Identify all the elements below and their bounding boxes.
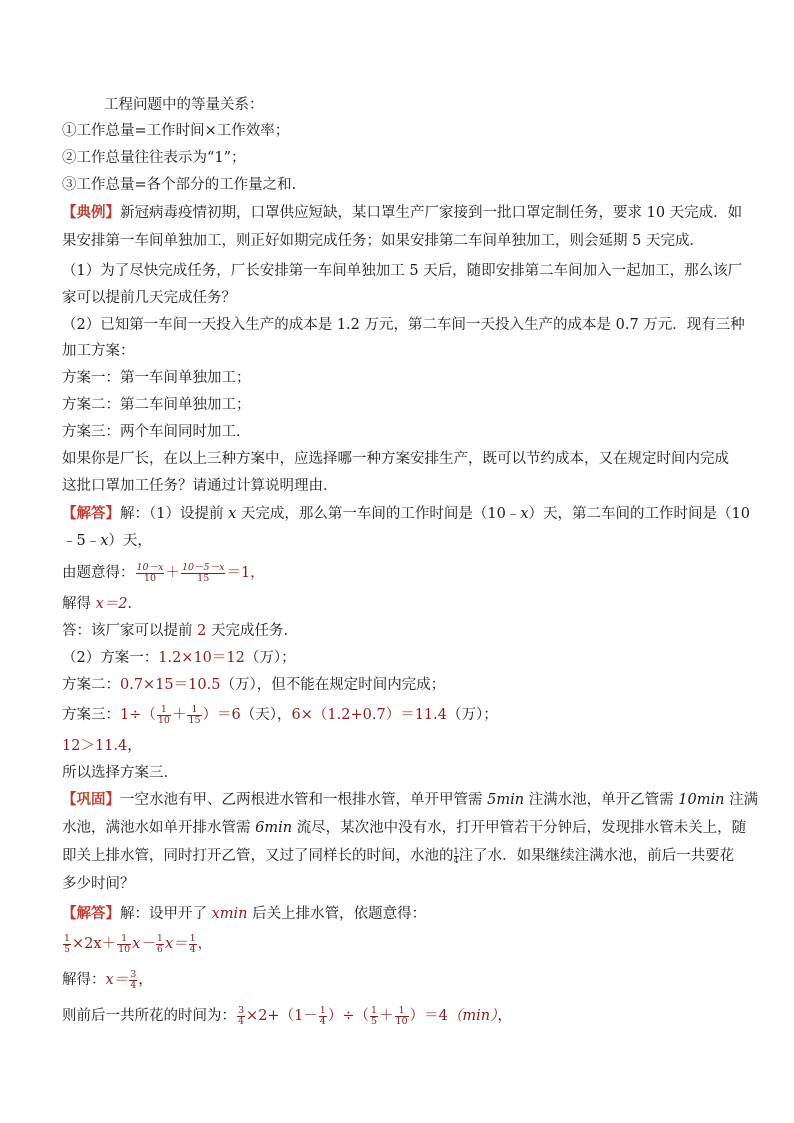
math-expression: 5min bbox=[487, 792, 525, 808]
var-x: x bbox=[100, 533, 109, 549]
text: 解：设甲开了 bbox=[120, 906, 212, 922]
numerator: 3 bbox=[238, 1004, 245, 1016]
plan3-cost bbox=[62, 703, 734, 727]
math-expression: ）＝6 bbox=[202, 707, 241, 723]
numerator: 1 bbox=[371, 1004, 378, 1016]
text: （万），但不能在规定时间内完成； bbox=[220, 677, 446, 693]
intro-rule-3: ③工作总量=各个部分的工作量之和. bbox=[62, 177, 297, 193]
solution: x＝2 bbox=[95, 596, 128, 612]
example-q2-line-4: 这批口罩加工任务？请通过计算说明理由． bbox=[62, 478, 338, 494]
fraction bbox=[187, 705, 201, 726]
text: 注了水．如果继续注满水池，前后一共要花 bbox=[458, 848, 735, 864]
text: ， bbox=[138, 972, 153, 988]
text: 答：该厂家可以提前 bbox=[62, 623, 198, 639]
denominator: 10 bbox=[118, 943, 131, 955]
answer2-tag: 【解答】 bbox=[62, 905, 120, 922]
fraction bbox=[237, 1006, 245, 1027]
answer2-solve bbox=[62, 968, 734, 992]
plus-sign: ＋ bbox=[165, 565, 180, 581]
text: 天完成，那么第一车间的工作时间是（10﹣ bbox=[236, 506, 521, 522]
text: 流尽，某次池中没有水，打开甲管若干分钟后，发现排水管未关上，随 bbox=[292, 820, 747, 836]
fraction bbox=[395, 1006, 409, 1027]
fraction bbox=[63, 934, 71, 955]
fraction bbox=[117, 934, 131, 955]
consolidate-line-4: 多少时间？ bbox=[62, 876, 135, 892]
plan1-cost bbox=[62, 649, 734, 667]
text: 由题意得： bbox=[62, 565, 135, 581]
example-q2-line-1: （2）已知第一车间一天投入生产的成本是 1.2 万元，第二车间一天投入生产的成本是 0.7 万元．现有三种 bbox=[62, 317, 745, 333]
plan2-cost bbox=[62, 676, 734, 694]
text: （2）方案一： bbox=[62, 650, 159, 666]
plan-1: 方案一：第一车间单独加工； bbox=[62, 370, 251, 386]
answer2-equation bbox=[62, 932, 734, 956]
numerator: 3 bbox=[130, 968, 137, 980]
text: ， bbox=[497, 1008, 512, 1024]
denominator: 10 bbox=[157, 714, 170, 726]
example-tag: 【典例】 bbox=[62, 204, 120, 221]
numerator: 1 bbox=[189, 932, 196, 944]
text: 解得 bbox=[62, 596, 96, 612]
text: （万）； bbox=[446, 707, 498, 723]
denominator: 4 bbox=[319, 1015, 326, 1027]
example-line-2: 果安排第一车间单独加工，则正好如期完成任务；如果安排第二车间单独加工，则会延期 5 天完成． bbox=[62, 233, 704, 249]
numerator: 1 bbox=[64, 932, 71, 944]
text: 一空水池有甲、乙两根进水管和一根排水管，单开甲管需 bbox=[120, 792, 488, 808]
plan-3: 方案三：两个车间同时加工． bbox=[62, 424, 251, 440]
denominator: 5 bbox=[64, 943, 71, 955]
text: 方案二： bbox=[62, 677, 120, 693]
plus-sign: ＋ bbox=[379, 1008, 394, 1024]
math-expression: x＝ bbox=[105, 972, 129, 988]
plus-sign: ＋ bbox=[171, 707, 187, 723]
text: ， bbox=[127, 738, 142, 754]
example-line-1 bbox=[62, 204, 743, 222]
var-x: x bbox=[228, 506, 237, 522]
denominator: 5 bbox=[371, 1015, 378, 1027]
text: 后关上排水管，依题意得： bbox=[247, 906, 427, 922]
text: ）天， bbox=[108, 533, 152, 549]
denominator: 4 bbox=[189, 943, 196, 955]
math-expression: 10min bbox=[678, 792, 725, 808]
example-q2-line-2: 加工方案： bbox=[62, 343, 135, 359]
denominator: 10 bbox=[395, 1015, 408, 1027]
answer1-tag: 【解答】 bbox=[62, 505, 120, 522]
comparison bbox=[62, 737, 734, 755]
answer1-solve bbox=[62, 595, 734, 613]
text: （万）； bbox=[244, 650, 296, 666]
answer2-line-1 bbox=[62, 905, 734, 923]
numerator: 1 bbox=[156, 932, 163, 944]
math-expression: 0.7×15＝10.5 bbox=[120, 677, 221, 693]
numerator: 1 bbox=[157, 705, 171, 716]
consolidate-tag: 【巩固】 bbox=[62, 791, 120, 808]
text: 解：（1）设提前 bbox=[120, 506, 229, 522]
plan-2: 方案二：第二车间单独加工； bbox=[62, 397, 251, 413]
text: 则前后一共所花的时间为： bbox=[62, 1008, 236, 1024]
fraction bbox=[129, 970, 137, 991]
numerator: 1 bbox=[187, 705, 201, 716]
equation-result: ＝1， bbox=[226, 565, 265, 581]
example-q2-line-3: 如果你是厂长，在以上三种方案中，应选择哪一种方案安排生产，既可以节约成本，又在规定时间内完成 bbox=[62, 451, 729, 467]
example-text-1: 新冠病毒疫情初期，口罩供应短缺，某口罩生产厂家接到一批口罩定制任务，要求 10 天完成．如 bbox=[120, 205, 743, 221]
fraction bbox=[370, 1006, 378, 1027]
consolidate-line-3 bbox=[62, 847, 734, 865]
text: 水池，满池水如单开排水管需 bbox=[62, 820, 256, 836]
fraction bbox=[189, 934, 197, 955]
numerator: 1 bbox=[395, 1006, 409, 1017]
intro-rule-2: ②工作总量往往表示为“1”； bbox=[62, 150, 246, 166]
conclusion: 所以选择方案三． bbox=[62, 765, 178, 781]
denominator: 6 bbox=[156, 943, 163, 955]
fraction bbox=[136, 563, 165, 584]
math-expression: 6min bbox=[255, 820, 293, 836]
text: （天）， bbox=[240, 707, 292, 723]
unit: （min） bbox=[447, 1008, 498, 1024]
math-expression: 1÷（ bbox=[120, 707, 156, 723]
answer1-line-2 bbox=[62, 532, 734, 550]
answer1-final bbox=[62, 622, 734, 640]
math-expression: ， bbox=[197, 936, 213, 952]
example-q1-line-2: 家可以提前几天完成任务？ bbox=[62, 290, 236, 306]
math-expression: 12＞11.4 bbox=[62, 738, 128, 754]
fraction bbox=[156, 934, 164, 955]
text: 方案三： bbox=[62, 707, 120, 723]
fraction bbox=[181, 563, 226, 584]
math-expression: x－ bbox=[132, 936, 155, 952]
consolidate-line-1 bbox=[62, 791, 759, 809]
text: ﹣5﹣ bbox=[62, 533, 101, 549]
denominator: 15 bbox=[197, 572, 210, 584]
text: 即关上排水管，同时打开乙管，又过了同样长的时间，水池的 bbox=[62, 848, 454, 864]
math-expression: xmin bbox=[211, 906, 248, 922]
math-expression: 1.2×10＝12 bbox=[158, 650, 245, 666]
math-expression: ）÷（ bbox=[327, 1008, 369, 1024]
numerator: 1 bbox=[319, 1004, 326, 1016]
math-expression: ×2x＋ bbox=[72, 936, 117, 952]
denominator: 4 bbox=[453, 855, 459, 865]
intro-rule-1: ①工作总量=工作时间×工作效率； bbox=[62, 123, 290, 139]
fraction bbox=[319, 1006, 327, 1027]
var-x: x bbox=[520, 506, 529, 522]
math-expression: ×2+（1－ bbox=[246, 1008, 318, 1024]
math-expression: 6×（1.2+0.7）＝11.4 bbox=[291, 707, 447, 723]
numerator: 10－x bbox=[136, 561, 164, 573]
consolidate-line-2 bbox=[62, 819, 747, 837]
denominator: 10 bbox=[143, 572, 157, 584]
denominator: 4 bbox=[130, 979, 137, 991]
answer2-total bbox=[62, 1004, 734, 1028]
number: 2 bbox=[197, 623, 207, 639]
numerator: 1 bbox=[117, 934, 131, 945]
math-expression: ）＝4 bbox=[409, 1008, 448, 1024]
text: 天完成任务． bbox=[206, 623, 298, 639]
text: ． bbox=[127, 596, 143, 612]
example-q1-line-1: （1）为了尽快完成任务，厂长安排第一车间单独加工 5 天后，随即安排第二车间加入一起加工，那么该厂 bbox=[62, 263, 743, 279]
numerator: 10－5－x bbox=[181, 561, 225, 573]
fraction bbox=[157, 705, 171, 726]
answer1-line-1 bbox=[62, 505, 750, 523]
text: 注满水池，单开乙管需 bbox=[524, 792, 679, 808]
intro-heading: 工程问题中的等量关系： bbox=[104, 97, 264, 113]
text: 注满 bbox=[724, 792, 759, 808]
text: ）天，第二车间的工作时间是（10 bbox=[528, 506, 750, 522]
denominator: 15 bbox=[188, 714, 201, 726]
answer1-equation bbox=[62, 561, 734, 585]
math-expression: x＝ bbox=[164, 936, 188, 952]
numerator: 1 bbox=[453, 846, 459, 856]
text: 解得： bbox=[62, 972, 106, 988]
denominator: 4 bbox=[238, 1015, 245, 1027]
